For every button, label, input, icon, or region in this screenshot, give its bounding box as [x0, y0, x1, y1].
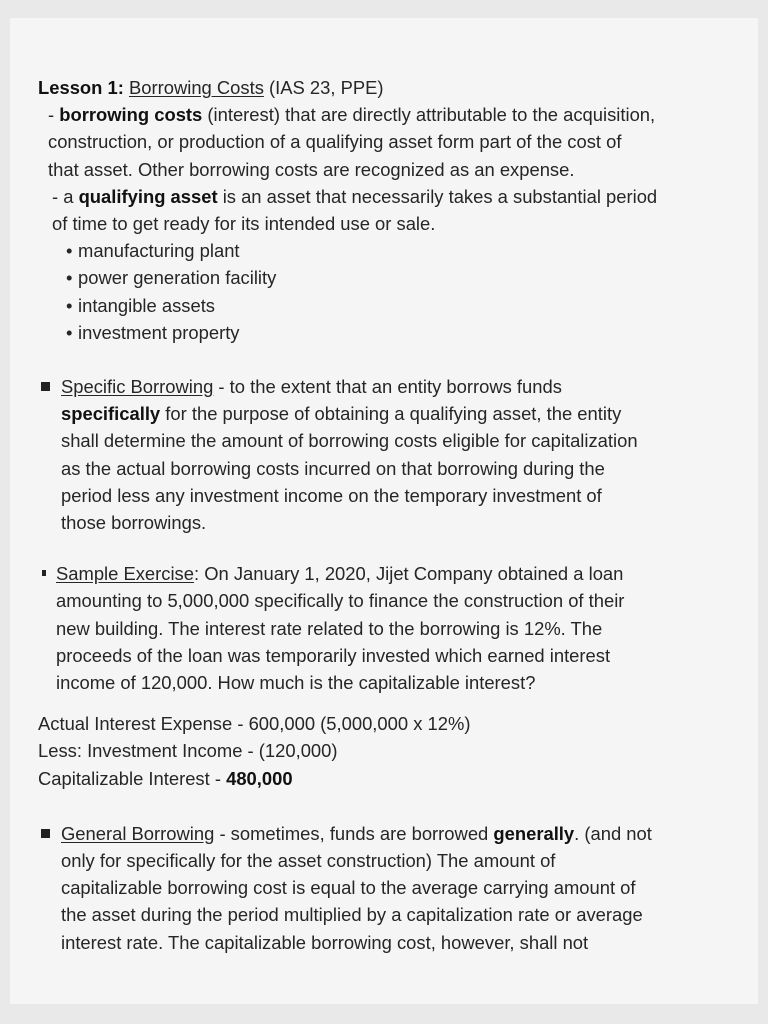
borrowing-costs-definition-line-3: that asset. Other borrowing costs are recognized as an expense.	[48, 158, 575, 180]
specific-borrowing-line-3: shall determine the amount of borrowing costs eligible for capitalization	[61, 430, 638, 452]
document-body	[38, 74, 756, 956]
list-item	[38, 319, 756, 346]
lesson-label: Lesson 1:	[38, 77, 124, 98]
general-borrowing-section	[38, 820, 756, 956]
specific-borrowing-line-2-rest: for the purpose of obtaining a qualifying asset, the entity	[160, 403, 622, 425]
capitalizable-interest-value: 480,000	[226, 767, 293, 789]
general-borrowing-line-1-end: . (and not	[574, 822, 652, 844]
small-square-bullet-icon	[42, 560, 46, 587]
def2-term: qualifying asset	[78, 185, 218, 207]
general-borrowing-line-1	[61, 820, 756, 847]
general-borrowing-line-5: interest rate. The capitalizable borrowing cost, however, shall not	[61, 931, 589, 953]
investment-income-line: Less: Investment Income - (120,000)	[38, 740, 338, 762]
actual-interest-line: Actual Interest Expense - 600,000 (5,000,000 x 12%)	[38, 713, 471, 735]
specific-borrowing-line-1-rest: - to the extent that an entity borrows funds	[213, 376, 562, 398]
def2-rest: is an asset that necessarily takes a substantial period	[217, 185, 658, 207]
bullet-icon: •	[66, 240, 73, 262]
borrowing-costs-definition-line-2: construction, or production of a qualifying asset form part of the cost of	[48, 131, 622, 153]
qualifying-asset-definition-line-1	[38, 183, 756, 210]
specific-borrowing-line-1	[61, 373, 756, 400]
bullet-icon: •	[66, 294, 73, 316]
calculation-block	[38, 710, 756, 792]
sample-exercise-line-5: income of 120,000. How much is the capitalizable interest?	[56, 672, 536, 694]
specific-borrowing-title: Specific Borrowing	[61, 376, 214, 398]
general-term: generally	[493, 822, 575, 844]
borrowing-costs-definition-line-1	[38, 101, 756, 128]
sample-exercise-line-1	[56, 560, 756, 587]
lesson-topic-suffix: (IAS 23, PPE)	[263, 77, 384, 98]
general-borrowing-title: General Borrowing	[61, 822, 215, 844]
general-borrowing-line-2: only for specifically for the asset construction) The amount of	[61, 850, 556, 872]
sample-exercise-line-2: amounting to 5,000,000 specifically to finance the construction of their	[56, 590, 625, 612]
list-item-label: intangible assets	[78, 294, 215, 316]
general-borrowing-line-4: the asset during the period multiplied by a capitalization rate or average	[61, 904, 643, 926]
specific-borrowing-line-2	[61, 400, 756, 427]
sample-exercise-section	[38, 560, 756, 696]
general-borrowing-line-3: capitalizable borrowing cost is equal to the average carrying amount of	[61, 877, 636, 899]
list-item-label: power generation facility	[78, 267, 277, 289]
specific-borrowing-line-4: as the actual borrowing costs incurred on that borrowing during the	[61, 457, 605, 479]
sample-exercise-line-1-rest: : On January 1, 2020, Jijet Company obtained a loan	[193, 563, 624, 585]
square-bullet-icon	[41, 820, 50, 847]
list-item-label: manufacturing plant	[78, 240, 240, 262]
specific-borrowing-line-5: period less any investment income on the temporary investment of	[61, 484, 602, 506]
list-item	[38, 237, 756, 264]
document-page	[10, 18, 758, 1004]
sample-exercise-line-3: new building. The interest rate related to the borrowing is 12%. The	[56, 617, 603, 639]
sample-exercise-line-4: proceeds of the loan was temporarily invested which earned interest	[56, 644, 611, 666]
list-item	[38, 292, 756, 319]
def1-prefix: -	[48, 104, 60, 126]
specific-borrowing-section	[38, 373, 756, 536]
general-borrowing-line-1-mid: - sometimes, funds are borrowed	[214, 822, 494, 844]
square-bullet-icon	[41, 373, 50, 400]
list-item	[38, 264, 756, 291]
capitalizable-interest-label: Capitalizable Interest -	[38, 767, 227, 789]
def2-prefix: - a	[52, 185, 79, 207]
capitalizable-interest-line	[38, 765, 756, 792]
sample-exercise-title: Sample Exercise	[56, 563, 194, 585]
def1-rest: (interest) that are directly attributable to the acquisition,	[202, 104, 656, 126]
specific-term: specifically	[61, 403, 161, 425]
bullet-icon: •	[66, 321, 73, 343]
qualifying-asset-definition-line-2: of time to get ready for its intended use or sale.	[52, 213, 436, 235]
lesson-topic: Borrowing Costs	[128, 77, 264, 98]
specific-borrowing-line-6: those borrowings.	[61, 512, 207, 534]
lesson-heading	[38, 74, 756, 101]
def1-term: borrowing costs	[59, 104, 203, 126]
bullet-icon: •	[66, 267, 73, 289]
list-item-label: investment property	[78, 321, 240, 343]
